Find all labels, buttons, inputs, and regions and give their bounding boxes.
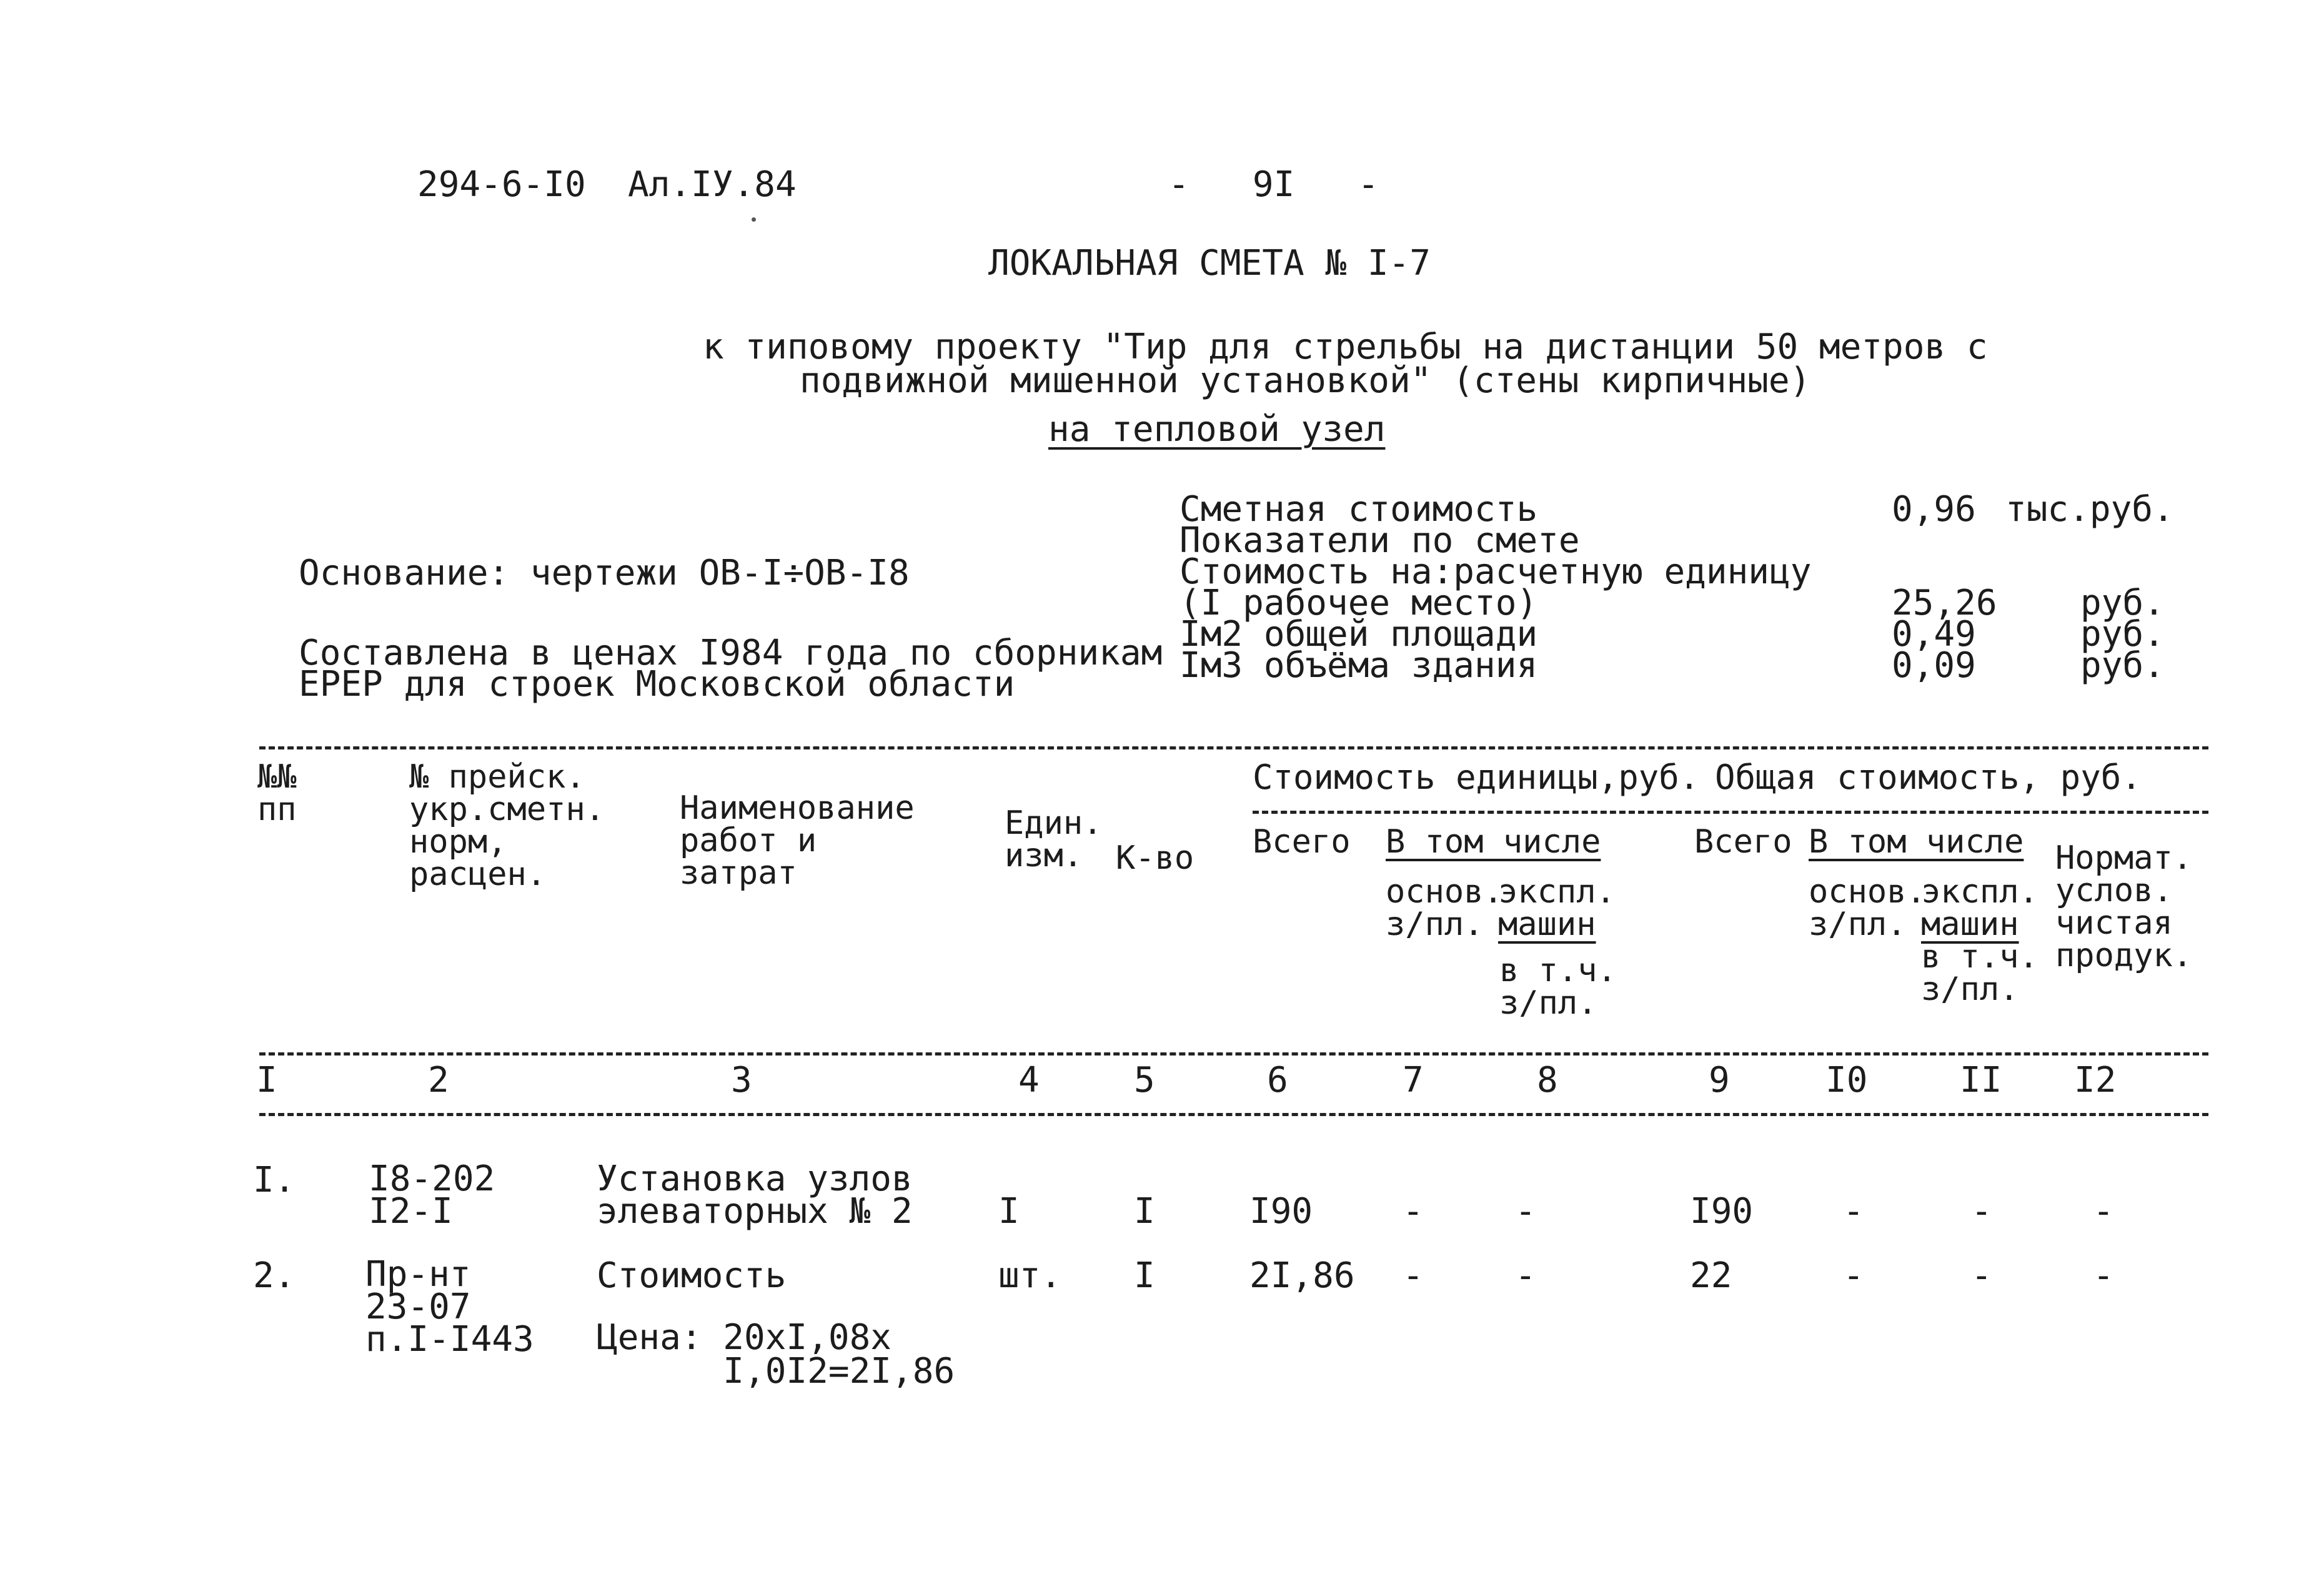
column-number: I — [256, 1060, 277, 1100]
volume-value: 0,09 — [1892, 645, 1976, 686]
unit-base-pay-header: основ. з/пл. — [1386, 873, 1503, 943]
workplace-label: (I рабочее место) — [1179, 583, 1538, 623]
estimated-cost-label: Сметная стоимость — [1179, 489, 1538, 530]
total-machine-header-2: машин — [1921, 906, 2019, 943]
unit-machine-pay-header: в т.ч. з/пл. — [1499, 952, 1617, 1022]
column-number: 7 — [1403, 1060, 1424, 1100]
table-row-total-machine: - — [1971, 1191, 1992, 1232]
column-number: 3 — [731, 1060, 752, 1100]
table-row-name: Установка узлов элеваторных № 2 — [597, 1159, 913, 1232]
area-label: Iм2 общей площади — [1179, 614, 1538, 655]
table-row-number: I. — [253, 1160, 295, 1200]
table-row-unit-machine: - — [1515, 1255, 1536, 1296]
compiled-line-2: ЕРЕР для строек Московской области — [299, 664, 1015, 705]
column-number: 9 — [1709, 1060, 1730, 1100]
table-row-unit-total: I90 — [1249, 1191, 1313, 1232]
estimated-cost-value: 0,96 — [1892, 489, 1976, 530]
column-header-norm: № прейск. укр.сметн. норм, расцен. — [409, 758, 605, 893]
table-row-total: I90 — [1690, 1191, 1754, 1232]
workplace-unit: руб. — [2080, 583, 2165, 623]
page-number: - 9I - — [1168, 164, 1379, 205]
total-machine-pay-header: в т.ч. з/пл. — [1921, 938, 2038, 1008]
area-value: 0,49 — [1892, 614, 1976, 655]
table-row-name: Стоимость — [597, 1255, 787, 1296]
unit-cost-group-header: Стоимость единицы,руб. — [1253, 758, 1700, 797]
subtitle-line-1: к типовому проекту "Тир для стрельбы на дистанции 50 метров с — [703, 327, 1988, 367]
total-including-header: В том числе — [1809, 823, 2024, 861]
total-total-header: Всего — [1694, 823, 1792, 861]
album-code: Ал.IУ.84 — [628, 164, 797, 205]
estimated-cost-unit: тыс.руб. — [2005, 489, 2174, 530]
column-number: 4 — [1018, 1060, 1040, 1100]
column-number: II — [1960, 1060, 2002, 1100]
column-header-number: №№ пп — [257, 758, 297, 828]
table-row-quantity: I — [1134, 1191, 1155, 1232]
column-number: I2 — [2074, 1060, 2117, 1100]
table-row-normative-net: - — [2093, 1255, 2114, 1296]
header-bottom-rule — [259, 1052, 2208, 1056]
column-header-name: Наименование работ и затрат — [680, 789, 915, 892]
document-code: 294-6-I0 — [417, 164, 586, 205]
volume-label: Iм3 объёма здания — [1179, 645, 1538, 686]
workplace-value: 25,26 — [1892, 583, 1997, 623]
table-row-unit-base: - — [1403, 1255, 1424, 1296]
volume-unit: руб. — [2080, 645, 2165, 686]
basis-text: Основание: чертежи ОВ-I÷ОВ-I8 — [299, 553, 910, 593]
table-row-total: 22 — [1690, 1255, 1732, 1296]
indicators-label: Показатели по смете — [1179, 520, 1580, 561]
table-row-normative-net: - — [2093, 1191, 2114, 1232]
column-number: 8 — [1537, 1060, 1558, 1100]
subtitle-line-2: подвижной мишенной установкой" (стены кирпичные) — [800, 360, 1811, 401]
table-row-unit-base: - — [1403, 1191, 1424, 1232]
estimate-subject: на тепловой узел — [1048, 409, 1386, 450]
unit-machine-header-2: машин — [1498, 906, 1596, 943]
total-machine-header: экспл. — [1921, 873, 2038, 911]
unit-machine-header: экспл. — [1498, 873, 1616, 911]
table-row-unit-machine: - — [1515, 1191, 1536, 1232]
table-row-total-base: - — [1843, 1255, 1864, 1296]
column-numbers-rule — [259, 1113, 2208, 1116]
table-row-total-base: - — [1843, 1191, 1864, 1232]
column-number: I0 — [1825, 1060, 1868, 1100]
table-row-unit: I — [998, 1191, 1020, 1232]
page-title: ЛОКАЛЬНАЯ СМЕТА № I-7 — [988, 243, 1431, 284]
table-row-quantity: I — [1134, 1255, 1155, 1296]
total-cost-group-header: Общая стоимость, руб. — [1715, 758, 2142, 797]
table-row-total-machine: - — [1971, 1255, 1992, 1296]
unit-including-header: В том числе — [1386, 823, 1601, 861]
column-header-quantity: К-во — [1116, 839, 1194, 877]
table-row-norm: Пр-нт 23-07 п.I-I443 — [365, 1254, 534, 1360]
column-number: 2 — [428, 1060, 449, 1100]
group-rule — [1253, 811, 2208, 814]
scan-speck — [752, 217, 756, 222]
per-unit-label: Стоимость на:расчетную единицу — [1179, 551, 1812, 592]
area-unit: руб. — [2080, 614, 2165, 655]
table-row-unit-total: 2I,86 — [1249, 1255, 1355, 1296]
table-row-unit: шт. — [998, 1255, 1062, 1296]
column-number: 5 — [1134, 1060, 1155, 1100]
column-header-unit: Един. изм. — [1005, 804, 1103, 874]
compiled-line-1: Составлена в ценах I984 года по сборникам — [299, 633, 1163, 673]
table-row-number: 2. — [253, 1255, 295, 1296]
table-row-price-note: Цена: 20хI,08х I,0I2=2I,86 — [597, 1317, 955, 1392]
total-base-pay-header: основ. з/пл. — [1809, 873, 1926, 943]
normative-net-header: Нормат. услов. чистая продук. — [2055, 839, 2193, 974]
column-number: 6 — [1267, 1060, 1288, 1100]
table-top-rule — [259, 746, 2208, 749]
unit-total-header: Всего — [1253, 823, 1351, 861]
table-row-norm: I8-202 I2-I — [369, 1159, 495, 1232]
